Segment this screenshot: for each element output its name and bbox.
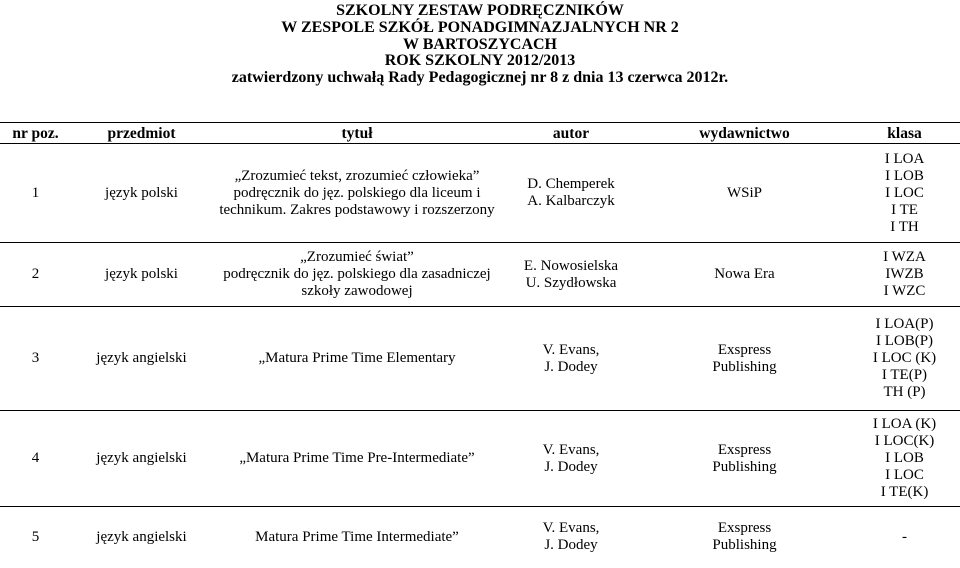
class-line: I LOC (K) xyxy=(872,350,937,366)
publisher-line: Publishing xyxy=(712,537,777,554)
cell-autor xyxy=(502,144,640,243)
cell-klasa xyxy=(849,307,960,411)
cell-tytul xyxy=(212,243,502,307)
class-line: I TE(P) xyxy=(881,367,928,383)
title-line: podręcznik do jęz. polskiego dla liceum i xyxy=(233,184,481,201)
cell-autor xyxy=(502,411,640,507)
cell-klasa xyxy=(849,507,960,568)
publisher-line: Publishing xyxy=(712,458,777,475)
cell-tytul xyxy=(212,307,502,411)
publisher-line: Exspress xyxy=(717,520,772,537)
class-line: I LOB xyxy=(885,167,924,184)
title-line: „Matura Prime Time Elementary xyxy=(258,350,456,366)
publisher-line: Exspress xyxy=(717,441,772,458)
table-row xyxy=(0,411,960,507)
class-line: I WZC xyxy=(883,283,926,299)
author-line: V. Evans, xyxy=(542,520,600,537)
class-line: I LOA (K) xyxy=(872,416,937,432)
table-row xyxy=(0,144,960,243)
author-line: E. Nowosielska xyxy=(523,257,619,274)
header-line-3: W BARTOSZYCACH xyxy=(403,35,557,53)
cell-nr: 2 xyxy=(31,266,40,282)
author-line: U. Szydłowska xyxy=(525,274,617,291)
cell-autor xyxy=(502,243,640,307)
cell-przedmiot: język angielski xyxy=(96,350,187,366)
col-header-tytul: tytuł xyxy=(212,123,502,144)
class-line: IWZB xyxy=(885,266,924,282)
class-line: I LOC xyxy=(885,467,924,483)
cell-przedmiot: język angielski xyxy=(96,450,187,466)
cell-wydawnictwo xyxy=(640,307,849,411)
class-line: I TE xyxy=(891,201,918,218)
title-line: „Matura Prime Time Pre-Intermediate” xyxy=(239,450,475,466)
class-line: I LOA xyxy=(884,150,925,167)
cell-przedmiot: język angielski xyxy=(96,528,187,545)
author-line: J. Dodey xyxy=(544,537,598,554)
class-line: I LOB xyxy=(885,450,924,466)
class-line: - xyxy=(902,528,907,545)
table-row xyxy=(0,243,960,307)
cell-tytul xyxy=(212,144,502,243)
title-line: „Zrozumieć tekst, zrozumieć człowieka” xyxy=(234,167,480,184)
table-row xyxy=(0,507,960,568)
cell-klasa xyxy=(849,411,960,507)
author-line: V. Evans, xyxy=(542,341,600,358)
cell-przedmiot: język polski xyxy=(105,266,178,282)
col-header-autor: autor xyxy=(502,123,640,144)
textbook-table xyxy=(0,122,960,568)
class-line: I TH xyxy=(890,218,919,235)
class-line: I LOC xyxy=(885,184,924,201)
title-line: podręcznik do jęz. polskiego dla zasadniczej xyxy=(223,266,491,282)
class-line: I LOB(P) xyxy=(875,333,934,349)
cell-nr: 1 xyxy=(31,184,40,201)
col-header-klasa: klasa xyxy=(849,123,960,144)
cell-wydawnictwo xyxy=(640,144,849,243)
col-header-nr: nr poz. xyxy=(0,123,71,144)
publisher-line: WSiP xyxy=(726,184,762,201)
cell-nr: 5 xyxy=(31,528,40,545)
cell-nr: 3 xyxy=(31,350,40,366)
cell-autor xyxy=(502,507,640,568)
author-line: D. Chemperek xyxy=(527,176,615,192)
table-row xyxy=(0,307,960,411)
author-line: J. Dodey xyxy=(544,358,598,375)
author-line: J. Dodey xyxy=(544,458,598,475)
cell-klasa xyxy=(849,144,960,243)
document-header xyxy=(0,3,960,87)
header-line-2: W ZESPOLE SZKÓŁ PONADGIMNAZJALNYCH NR 2 xyxy=(281,18,679,36)
author-line: A. Kalbarczyk xyxy=(527,193,615,209)
col-header-przedmiot: przedmiot xyxy=(71,123,212,144)
class-line: I WZA xyxy=(883,249,926,265)
publisher-line: Nowa Era xyxy=(714,266,775,282)
publisher-line: Publishing xyxy=(712,358,777,375)
cell-wydawnictwo xyxy=(640,507,849,568)
cell-klasa xyxy=(849,243,960,307)
class-line: I LOC(K) xyxy=(874,433,935,449)
cell-nr: 4 xyxy=(31,450,40,466)
header-line-4: ROK SZKOLNY 2012/2013 xyxy=(384,52,576,70)
class-line: I LOA(P) xyxy=(875,316,934,332)
title-line: technikum. Zakres podstawowy i rozszerzony xyxy=(219,201,495,218)
author-line: V. Evans, xyxy=(542,441,600,458)
header-line-1: SZKOLNY ZESTAW PODRĘCZNIKÓW xyxy=(336,2,624,19)
cell-przedmiot: język polski xyxy=(105,184,178,201)
cell-tytul xyxy=(212,411,502,507)
cell-autor xyxy=(502,307,640,411)
cell-wydawnictwo xyxy=(640,411,849,507)
header-line-5: zatwierdzony uchwałą Rady Pedagogicznej nr 8 z dnia 13 czerwca 2012r. xyxy=(231,69,729,87)
cell-tytul xyxy=(212,507,502,568)
publisher-line: Exspress xyxy=(717,341,772,358)
title-line: Matura Prime Time Intermediate” xyxy=(255,528,459,545)
cell-wydawnictwo xyxy=(640,243,849,307)
title-line: „Zrozumieć świat” xyxy=(300,249,414,265)
class-line: TH (P) xyxy=(883,384,926,400)
title-line: szkoły zawodowej xyxy=(301,283,413,299)
table-header-row xyxy=(0,123,960,144)
col-header-wydawnictwo: wydawnictwo xyxy=(640,123,849,144)
class-line: I TE(K) xyxy=(880,484,929,500)
